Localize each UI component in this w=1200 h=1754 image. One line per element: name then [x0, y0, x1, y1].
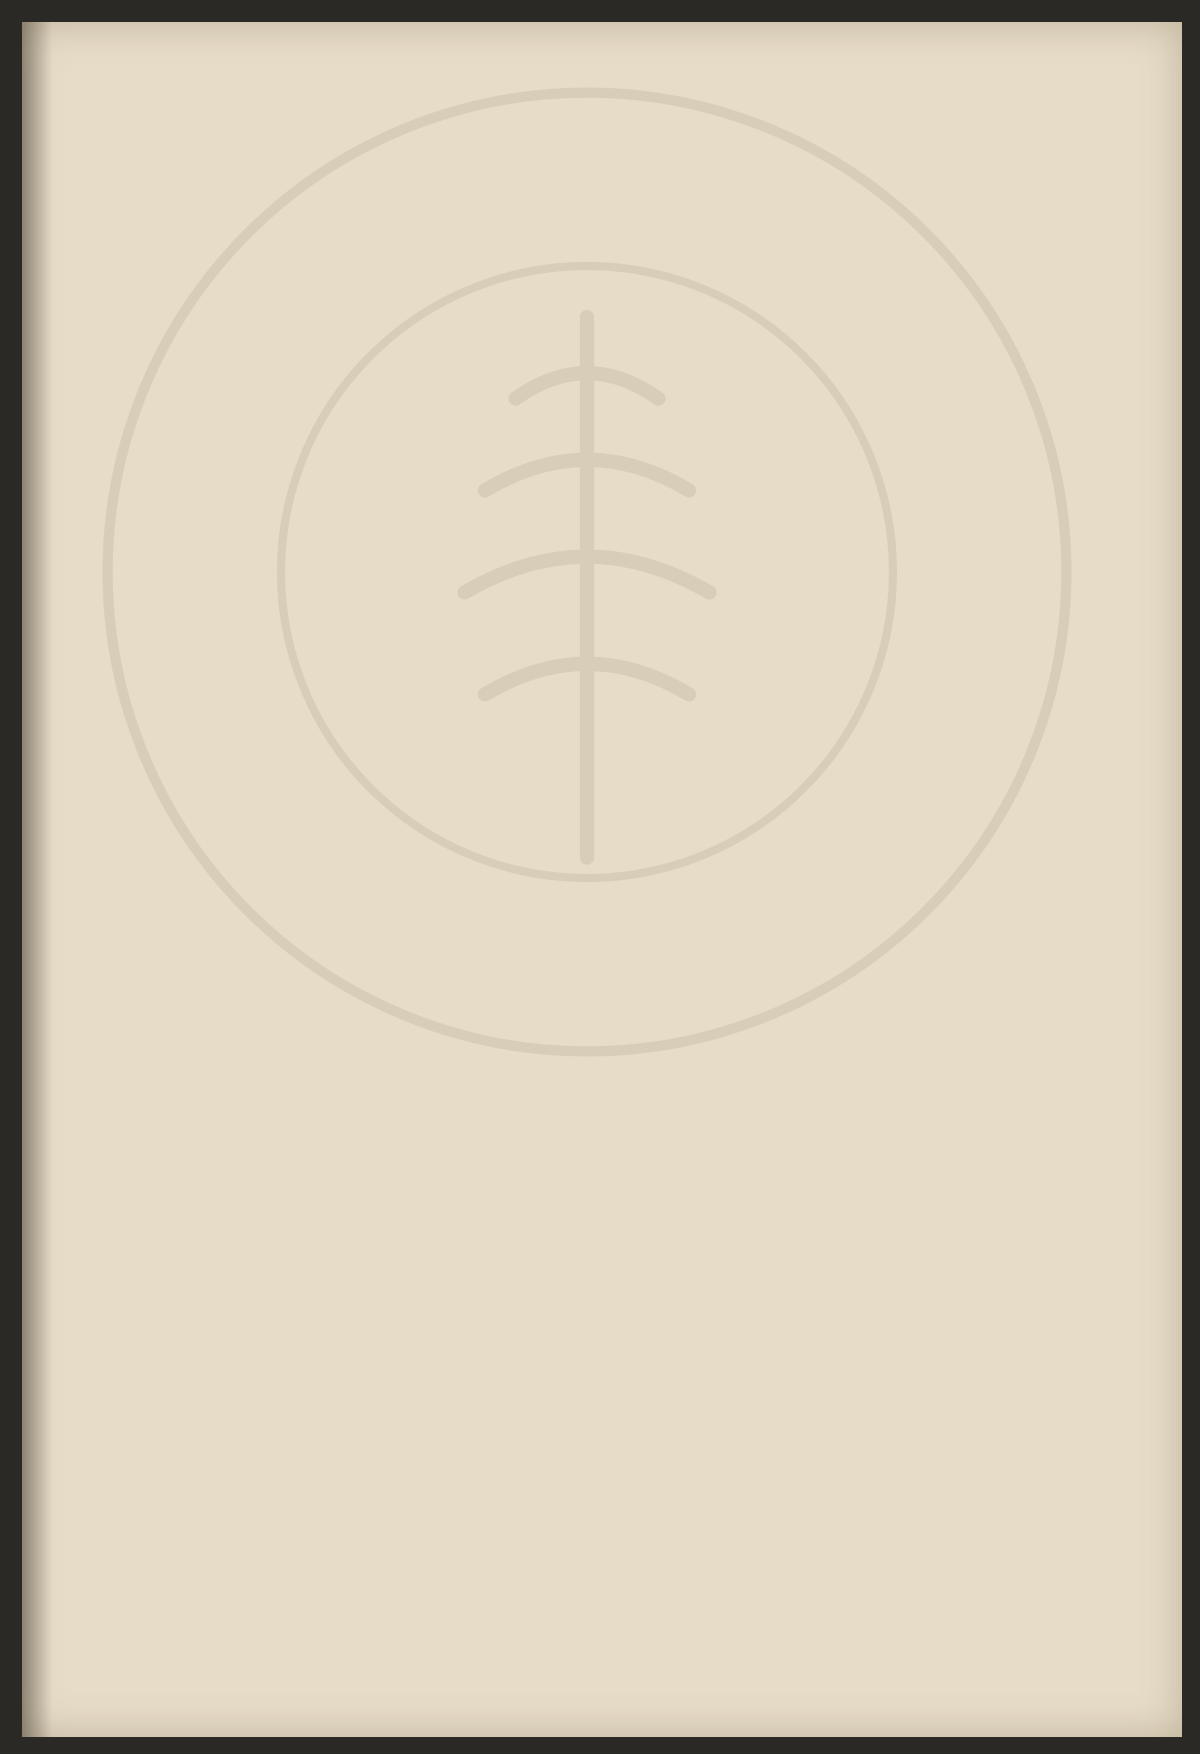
- library-stamp-watermark: [77, 62, 1097, 1082]
- spine-shadow: [22, 22, 52, 1737]
- text-block: [186, 222, 838, 256]
- scanned-page: [22, 22, 1182, 1737]
